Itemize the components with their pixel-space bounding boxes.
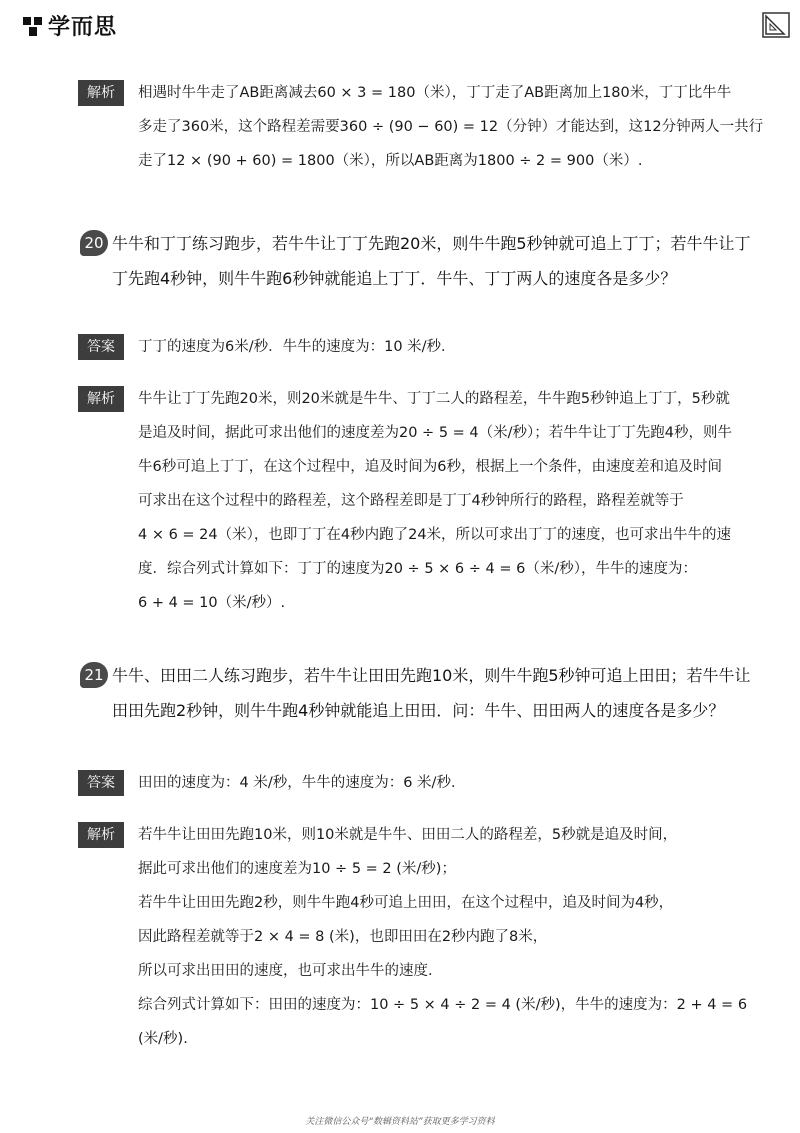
analysis-line: 可求出在这个过程中的路程差，这个路程差即是丁丁4秒钟所行的路程，路程差就等于 xyxy=(138,493,684,509)
question-line: 牛牛、田田二人练习跑步，若牛牛让田田先跑10米，则牛牛跑5秒钟可追上田田；若牛牛让 xyxy=(112,666,751,685)
analysis-text xyxy=(138,382,730,620)
answer-text xyxy=(138,766,730,800)
analysis-line: 相遇时牛牛走了AB距离减去60 × 3 = 180（米），丁丁走了AB距离加上180米，丁丁比牛牛 xyxy=(138,85,732,101)
question-line: 丁先跑4秒钟，则牛牛跑6秒钟就能追上丁丁．牛牛、丁丁两人的速度各是多少？ xyxy=(112,269,677,288)
analysis-line: 走了12 × (90 + 60) = 1800（米），所以AB距离为1800 ÷ 2 = 900（米）. xyxy=(138,153,643,169)
analysis-line: (米/秒). xyxy=(138,1031,188,1047)
question-number: 21 xyxy=(80,662,108,688)
answer-label: 答案 xyxy=(78,334,124,360)
analysis-label: 解析 xyxy=(78,386,124,412)
answer-text xyxy=(138,330,730,364)
analysis-line: 度．综合列式计算如下：丁丁的速度为20 ÷ 5 × 6 ÷ 4 = 6（米/秒），牛牛的速度为： xyxy=(138,561,697,577)
analysis-label: 解析 xyxy=(78,80,124,106)
analysis-line: 若牛牛让田田先跑2秒，则牛牛跑4秒可追上田田，在这个过程中，追及时间为4秒， xyxy=(138,895,674,911)
question-line: 田田先跑2秒钟，则牛牛跑4秒钟就能追上田田．问：牛牛、田田两人的速度各是多少？ xyxy=(112,701,725,720)
brand-logo xyxy=(22,10,117,41)
analysis-text xyxy=(138,76,764,178)
logo-icon xyxy=(22,15,44,37)
analysis-line: 所以可求出田田的速度，也可求出牛牛的速度． xyxy=(138,963,443,979)
analysis-line: 牛6秒可追上丁丁，在这个过程中，追及时间为6秒，根据上一个条件，由速度差和追及时间 xyxy=(138,459,722,475)
analysis-line: 4 × 6 = 24（米），也即丁丁在4秒内跑了24米，所以可求出丁丁的速度，也可求出牛牛的速 xyxy=(138,527,732,543)
answer-line: 丁丁的速度为6米/秒．牛牛的速度为：10 米/秒． xyxy=(138,339,456,355)
brand-name: 学而思 xyxy=(48,15,118,40)
ruler-triangle-icon xyxy=(762,12,790,38)
analysis-line: 据此可求出他们的速度差为10 ÷ 5 = 2 (米/秒)； xyxy=(138,861,456,877)
analysis-line: 因此路程差就等于2 × 4 = 8 (米)，也即田田在2秒内跑了8米， xyxy=(138,929,548,945)
analysis-line: 综合列式计算如下：田田的速度为：10 ÷ 5 × 4 ÷ 2 = 4 (米/秒)，牛牛的速度为：2 + 4 = 6 xyxy=(138,997,748,1013)
question-text xyxy=(112,226,751,296)
analysis-text xyxy=(138,818,748,1056)
answer-line: 田田的速度为：4 米/秒，牛牛的速度为：6 米/秒． xyxy=(138,775,466,791)
question-number: 20 xyxy=(80,230,108,256)
footer-note: 关注微信公众号“数辑资料站”获取更多学习资料 xyxy=(305,1117,495,1127)
analysis-line: 若牛牛让田田先跑10米，则10米就是牛牛、田田二人的路程差，5秒就是追及时间， xyxy=(138,827,678,843)
answer-label: 答案 xyxy=(78,770,124,796)
question-line: 牛牛和丁丁练习跑步，若牛牛让丁丁先跑20米，则牛牛跑5秒钟就可追上丁丁；若牛牛让丁 xyxy=(112,234,751,253)
question-text xyxy=(112,658,751,728)
analysis-line: 多走了360米，这个路程差需要360 ÷ (90 − 60) = 12（分钟）才能达到，这12分钟两人一共行 xyxy=(138,119,764,135)
analysis-line: 是追及时间，据此可求出他们的速度差为20 ÷ 5 = 4（米/秒）；若牛牛让丁丁先跑4秒，则牛 xyxy=(138,425,732,441)
analysis-line: 牛牛让丁丁先跑20米，则20米就是牛牛、丁丁二人的路程差，牛牛跑5秒钟追上丁丁，5秒就 xyxy=(138,391,730,407)
analysis-line: 6 + 4 = 10（米/秒）. xyxy=(138,595,286,611)
analysis-label: 解析 xyxy=(78,822,124,848)
